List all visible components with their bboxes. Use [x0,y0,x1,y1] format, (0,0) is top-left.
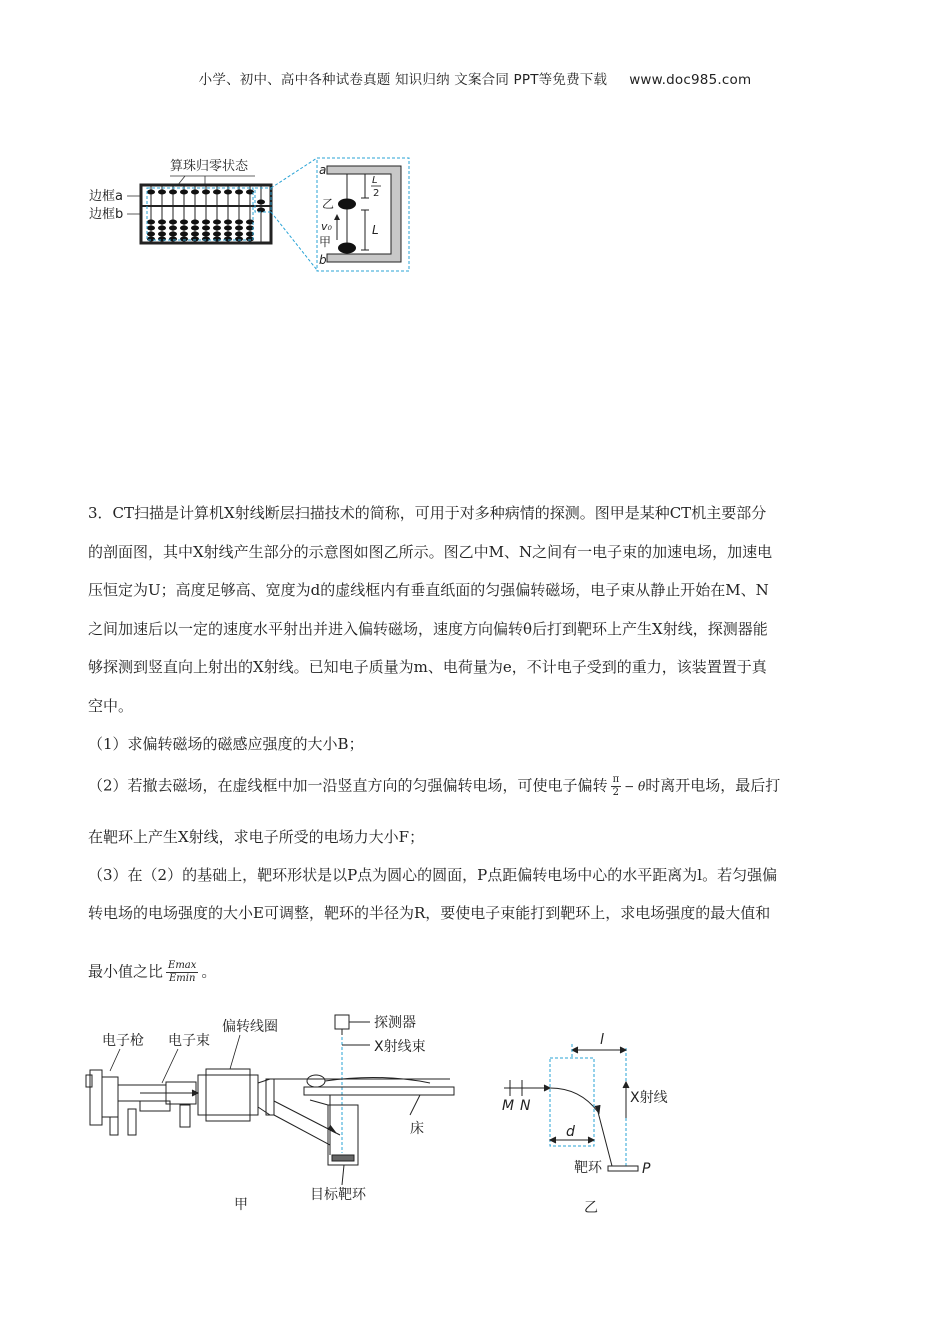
zoom-label-v0: v₀ [321,220,332,233]
question-3-line-1: （3）在（2）的基础上，靶环形状是以P点为圆心的圆面，P点距偏转电场中心的水平距离为l。若匀强偏 [88,866,778,884]
label-ring: 靶环 [574,1160,602,1176]
problem-line-6: 空中。 [88,697,134,715]
question-1: （1）求偏转磁场的磁感应强度的大小B； [88,735,364,753]
label-frame-a: 边框a [89,189,123,204]
zoom-label-yi: 乙 [322,197,335,211]
question-2-line-1 [88,774,868,799]
frac-emin: Emin [169,973,196,984]
detector-box [335,1015,349,1029]
figure-yi [500,1030,700,1220]
label-xray: X射线 [630,1090,668,1106]
frac-num: π [612,774,620,785]
label-target-ring: 目标靶环 [310,1187,366,1203]
question-2-text-a: （2）若撤去磁场，在虚线框中加一沿竖直方向的匀强偏转电场，可使电子偏转 [88,776,608,795]
problem-line-5: 够探测到竖直向上射出的X射线。已知电子质量为m、电荷量为e，不计电子受到的重力，该装置置于真 [88,658,767,676]
label-electron-beam: 电子束 [168,1033,210,1049]
deflection-coil [198,1075,258,1115]
question-2-line-2: 在靶环上产生X射线，求电子所受的电场力大小F； [88,828,425,846]
zoom-label-a: a [319,163,327,177]
electron-trajectory [550,1088,612,1166]
abacus-title: 算珠归零状态 [170,159,249,174]
zoom-label-b: b [319,253,327,267]
question-2-text-b: 时离开电场，最后打 [645,776,781,795]
label-detector: 探测器 [374,1015,416,1031]
label-d: d [566,1124,575,1140]
page-header [0,68,950,88]
question-3-line-2: 转电场的电场强度的大小E可调整，靶环的半径为R，要使电子束能打到靶环上，求电场强度的最大值和 [88,904,771,922]
dim-L-half-num: L [372,175,378,186]
fraction-pi-over-2 [611,774,622,799]
header-text: 小学、初中、高中各种试卷真题 知识归纳 文案合同 PPT等免费下载 [198,72,608,88]
bed [304,1087,454,1095]
label-M: M [502,1098,515,1114]
label-xray-beam: X射线束 [374,1039,426,1055]
bead-jia [338,243,356,254]
problem-line-4: 之间加速后以一定的速度水平射出并进入偏转磁场，速度方向偏转θ后打到靶环上产生X射线，探测器能 [88,620,768,638]
label-frame-b: 边框b [89,207,124,222]
label-deflection-coil: 偏转线圈 [222,1019,278,1035]
question-3-text-post: 。 [201,962,217,981]
header-url[interactable]: www.doc985.com [629,72,752,88]
bead-yi [338,199,356,210]
frac-den: 2 [612,787,620,798]
question-3-line-3 [88,960,868,985]
zoom-label-jia: 甲 [319,235,332,249]
question-2-minus-theta: − θ [624,779,646,794]
label-bed: 床 [410,1121,424,1137]
label-l: l [600,1032,604,1048]
problem-line-3: 压恒定为U；高度足够高、宽度为d的虚线框内有垂直纸面的匀强偏转磁场，电子束从静止开始在M、N [88,581,769,599]
abacus-figure [85,150,425,278]
dim-L: L [372,223,379,237]
dim-L-half-den: 2 [373,188,380,199]
target-ring-p [608,1166,638,1171]
label-N: N [520,1098,531,1114]
label-electron-gun: 电子枪 [102,1033,144,1049]
caption-jia: 甲 [234,1197,248,1213]
problem-line-2: 的剖面图，其中X射线产生部分的示意图如图乙所示。图乙中M、N之间有一电子束的加速电场，加速电 [88,543,773,561]
caption-yi: 乙 [584,1200,598,1216]
fraction-emax-emin [166,960,198,985]
label-P: P [642,1161,651,1177]
figure-jia [80,1005,460,1220]
problem-line-1: 3．CT扫描是计算机X射线断层扫描技术的简称，可用于对多种病情的探测。图甲是某种CT机主要部分 [88,504,767,522]
frac-emax: Emax [168,960,197,971]
question-3-text-pre: 最小值之比 [88,962,164,981]
